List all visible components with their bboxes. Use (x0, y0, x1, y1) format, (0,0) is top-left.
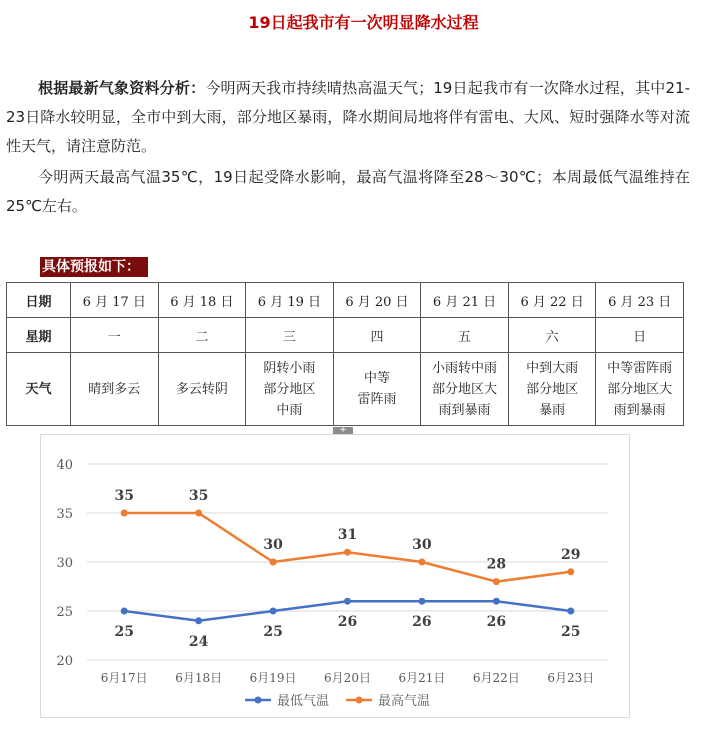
weather-cell (246, 353, 334, 426)
weekday-cell: 五 (421, 318, 509, 353)
temperature-paragraph: 今明两天最高气温35℃，19日起受降水影响，最高气温将降至28～30℃；本周最低气温维持在25℃左右。 (6, 168, 690, 215)
data-point (344, 549, 351, 556)
weather-cell (333, 353, 421, 426)
analysis-lead: 根据最新气象资料分析： (38, 79, 206, 97)
x-tick-label: 6月17日 (100, 671, 148, 685)
data-label: 30 (412, 537, 432, 553)
weather-cell (421, 353, 509, 426)
x-tick-label: 6月19日 (249, 671, 297, 685)
weather-line: 中等 (363, 371, 390, 386)
data-label: 35 (114, 488, 134, 504)
data-label: 30 (263, 537, 283, 553)
x-tick-label: 6月23日 (547, 671, 595, 685)
weather-line: 部分地区大 (607, 381, 673, 397)
data-point (270, 608, 277, 615)
weather-line: 晴到多云 (88, 381, 141, 397)
data-label: 25 (561, 624, 581, 640)
legend-label: 最低气温 (277, 694, 330, 709)
data-label: 31 (337, 527, 358, 544)
weather-cell (596, 353, 684, 426)
x-tick-label: 6月22日 (472, 671, 520, 685)
weekday-cell: 三 (246, 318, 334, 353)
y-tick-label: 25 (56, 605, 73, 620)
weather-line: 雨到暴雨 (613, 402, 666, 418)
weekday-cell: 六 (508, 318, 596, 353)
x-tick-label: 6月21日 (398, 671, 446, 685)
analysis-body: 今明两天我市持续晴热高温天气；19日起我市有一次降水过程，其中21-23日降水较明显，全市中到大雨，部分地区暴雨，降水期间局地将伴有雷电、大风、短时强降水等对流性天气，请注意防范。 (6, 79, 690, 155)
weather-line: 小雨转中雨 (432, 360, 498, 376)
weather-line: 暴雨 (539, 402, 566, 418)
legend-marker (255, 697, 262, 704)
weather-line: 部分地区大 (432, 381, 498, 397)
data-point (567, 568, 574, 575)
date-row (7, 283, 684, 318)
weather-line: 雨到暴雨 (438, 402, 491, 418)
date-cell: 6 月 22 日 (508, 283, 596, 318)
data-point (121, 608, 128, 615)
weekday-cell: 四 (333, 318, 421, 353)
weather-line: 中等雷阵雨 (607, 360, 673, 376)
weekday-row (7, 318, 684, 353)
weekday-cell: 日 (596, 318, 684, 353)
data-label: 24 (188, 633, 209, 650)
date-cell: 6 月 18 日 (158, 283, 246, 318)
weather-line: 雷阵雨 (357, 392, 397, 407)
temperature-chart (40, 434, 630, 718)
legend-marker (356, 697, 363, 704)
data-point (344, 598, 351, 605)
temperature-chart-svg (41, 435, 629, 717)
weather-line: 部分地区 (526, 381, 579, 397)
data-label: 26 (337, 614, 358, 631)
legend-label: 最高气温 (378, 694, 431, 709)
data-point (567, 608, 574, 615)
weather-line: 阴转小雨 (263, 360, 316, 376)
weather-cell (158, 353, 246, 426)
data-label: 26 (412, 614, 432, 631)
chart-expand-handle[interactable]: + (333, 427, 353, 434)
data-point (493, 598, 500, 605)
data-point (270, 559, 277, 566)
data-point (195, 617, 202, 624)
date-cell: 6 月 20 日 (333, 283, 421, 318)
row-header-date: 日期 (7, 283, 71, 318)
y-tick-label: 30 (56, 556, 73, 571)
y-tick-label: 35 (56, 507, 73, 522)
data-label: 25 (263, 624, 283, 640)
data-label: 35 (188, 488, 209, 504)
data-label: 28 (486, 556, 507, 573)
page-title: 19日起我市有一次明显降水过程 (248, 13, 479, 32)
data-label: 29 (561, 546, 581, 563)
weather-row (7, 353, 684, 426)
weekday-cell: 二 (158, 318, 246, 353)
data-point (418, 559, 425, 566)
data-point (493, 578, 500, 585)
date-cell: 6 月 19 日 (246, 283, 334, 318)
date-cell: 6 月 21 日 (421, 283, 509, 318)
data-label: 26 (486, 614, 507, 631)
date-cell: 6 月 17 日 (71, 283, 159, 318)
weather-line: 多云转阴 (175, 381, 228, 397)
data-point (195, 510, 202, 517)
section-tag: 具体预报如下： (40, 257, 148, 277)
y-tick-label: 20 (56, 654, 73, 669)
weather-cell (508, 353, 596, 426)
y-tick-label: 40 (56, 458, 73, 473)
analysis-paragraph (6, 74, 690, 161)
x-tick-label: 6月20日 (324, 671, 371, 685)
x-tick-label: 6月18日 (175, 671, 223, 685)
data-label: 25 (114, 624, 134, 640)
weather-line: 中到大雨 (526, 360, 579, 376)
weather-cell (71, 353, 159, 426)
date-cell: 6 月 23 日 (596, 283, 684, 318)
row-header-weekday: 星期 (7, 318, 71, 353)
data-point (418, 598, 425, 605)
weekday-cell: 一 (71, 318, 159, 353)
row-header-weather: 天气 (7, 353, 71, 426)
forecast-table (6, 282, 684, 426)
data-point (121, 510, 128, 517)
weather-line: 部分地区 (263, 381, 316, 397)
weather-line: 中雨 (276, 402, 303, 418)
